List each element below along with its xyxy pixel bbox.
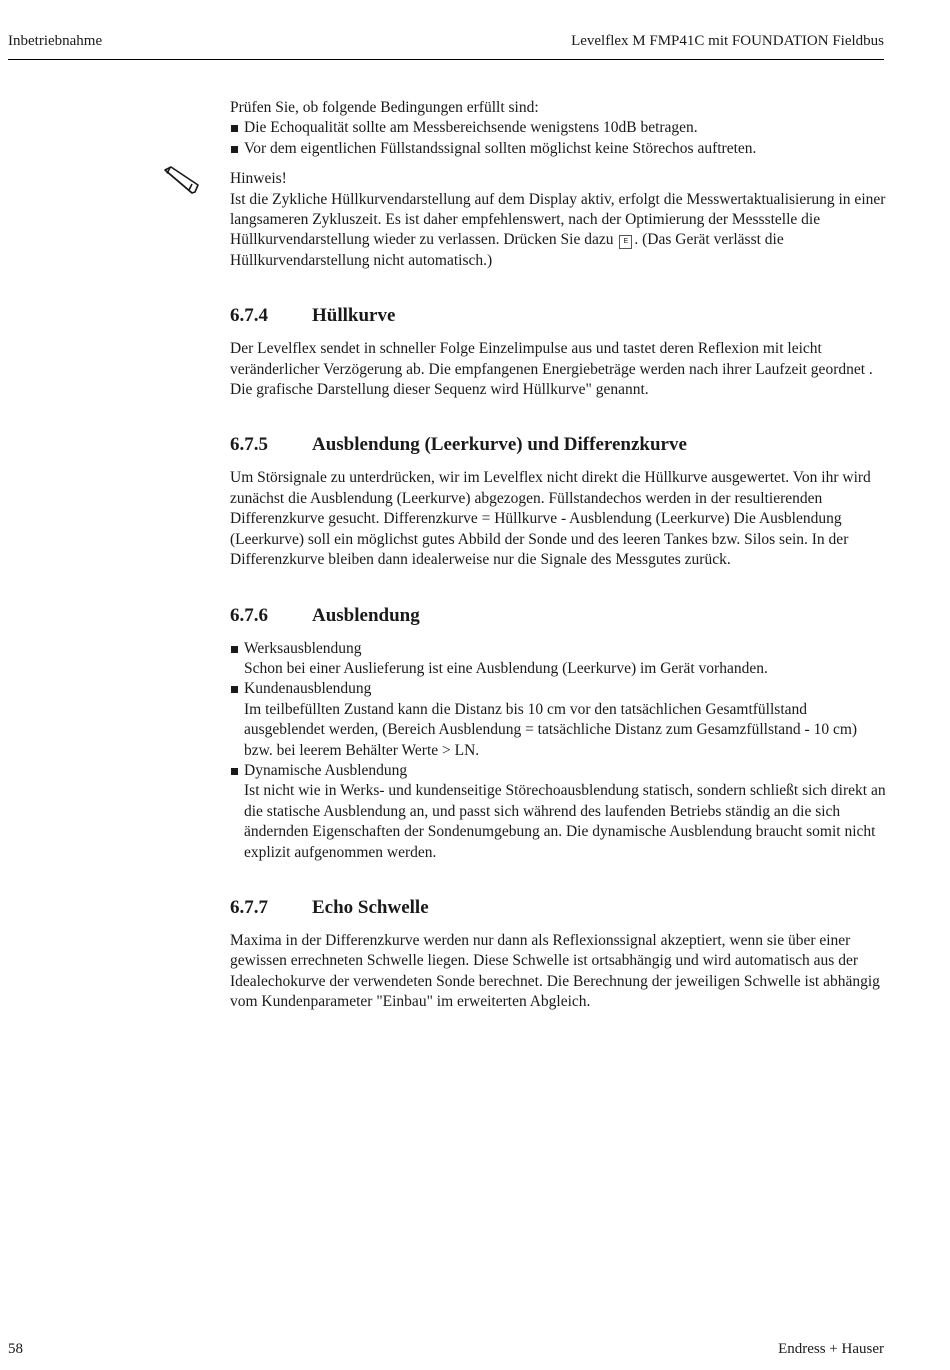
bullet-square-icon <box>231 125 238 132</box>
header-product: Levelflex M FMP41C mit FOUNDATION Fieldbus <box>571 33 884 49</box>
section-list <box>230 639 886 863</box>
list-item <box>230 679 886 761</box>
section-number: 6.7.4 <box>230 305 268 327</box>
section-text: Der Levelflex sendet in schneller Folge Einzelimpulse aus und tastet deren Reflexion mit leicht veränderlicher Verzögerung ab. Die empfangenen Energiebeträge werden nach ihrer Laufzeit geordnet . Die grafische Darstellung dieser Sequenz wird Hüllkurve" genannt. <box>230 340 873 399</box>
section-text: Maxima in der Differenzkurve werden nur dann als Reflexionssignal akzeptiert, wenn sie über einer gewissen errechneten Schwelle liegen. Diese Schwelle ist ortsabhängig und wird automatisch aus der Idealechokurve der verwendeten Sonde berechnet. Die Berechnung der jeweiligen Schwelle ist abhängig vom Kundenparameter "Einbau" im erweiterten Abgleich. <box>230 931 880 1011</box>
section-number: 6.7.6 <box>230 604 268 626</box>
list-item-text: Vor dem eigentlichen Füllstandssignal sollten möglichst keine Störechos auftreten. <box>244 139 757 157</box>
bullet-square-icon <box>231 686 238 693</box>
section-number: 6.7.5 <box>230 434 268 456</box>
section-heading <box>230 304 886 328</box>
footer-brand: Endress + Hauser <box>778 1341 884 1357</box>
header-chapter: Inbetriebnahme <box>8 33 103 49</box>
note-block <box>230 169 886 271</box>
bullet-square-icon <box>231 768 238 775</box>
list-item-title: Dynamische Ausblendung <box>244 761 408 779</box>
bullet-square-icon <box>231 146 238 153</box>
page-number: 58 <box>8 1341 23 1357</box>
list-item-title: Werksausblendung <box>244 639 362 657</box>
section-title: Echo Schwelle <box>312 896 429 918</box>
section-heading <box>230 896 886 920</box>
list-item-text: Die Echoqualität sollte am Messbereichsende wenigstens 10dB betragen. <box>244 119 698 137</box>
list-item-text: Im teilbefüllten Zustand kann die Distanz bis 10 cm vor den tatsächlichen Gesamtfüllstand ausgeblendet werden, (Bereich Ausblendung = tatsächliche Distanz zum Gesamzfüllstand - 10 cm) bzw. bei leerem Behälter Werte > LN. <box>244 700 858 759</box>
list-item <box>230 761 886 863</box>
list-item <box>230 118 886 138</box>
intro-list <box>230 118 886 159</box>
list-item-text: Schon bei einer Auslieferung ist eine Ausblendung (Leerkurve) im Gerät vorhanden. <box>244 659 768 677</box>
list-item-title: Kundenausblendung <box>244 680 372 698</box>
list-item <box>230 139 886 159</box>
list-item <box>230 639 886 680</box>
list-item-text: Ist nicht wie in Werks- und kundenseitige Störechoausblendung statisch, sondern schließt sich direkt an die statische Ausblendung an, und passt sich während des laufenden Betriebs ständig an die sich ändernden Eigenschaften der Sondenumgebung an. Die dynamische Ausblendung braucht somit nicht explizit aufgenommen werden. <box>244 782 886 861</box>
pencil-icon <box>162 165 202 195</box>
section-heading <box>230 604 886 628</box>
header-rule <box>8 59 884 60</box>
bullet-square-icon <box>231 646 238 653</box>
page-content <box>230 98 886 1013</box>
note-text: Ist die Zykliche Hüllkurvendarstellung auf dem Display aktiv, erfolgt die Messwertaktualisierung in einer langsameren Zykluszeit. Es ist daher empfehlenswert, nach der Optimierung der Messstelle die Hüllkurvendarstellung wieder zu verlassen. Drücken Sie dazu E . (Das Gerät verlässt die Hüllkurvendarstellung nicht automatisch.) <box>230 190 886 269</box>
note-title: Hinweis! <box>230 170 287 188</box>
section-title: Ausblendung <box>312 604 420 626</box>
e-key-icon: E <box>619 235 632 249</box>
intro-text: Prüfen Sie, ob folgende Bedingungen erfüllt sind: <box>230 99 539 116</box>
section-title: Hüllkurve <box>312 305 396 327</box>
section-heading <box>230 433 886 457</box>
section-number: 6.7.7 <box>230 896 268 918</box>
section-text: Um Störsignale zu unterdrücken, wir im Levelflex nicht direkt die Hüllkurve ausgewertet. Von ihr wird zunächst die Ausblendung (Leerkurve) abgezogen. Füllstandechos werden in der resultierenden Differenzkurve gesucht. Differenzkurve = Hüllkurve - Ausblendung (Leerkurve) Die Ausblendung (Leerkurve) soll ein möglichst gutes Abbild der Sonde und des leeren Tankes bzw. Silos sein. In der Differenzkurve bleiben dann idealerweise nur die Signale des Messgutes zurück. <box>230 469 871 569</box>
section-title: Ausblendung (Leerkurve) und Differenzkurve <box>312 434 687 456</box>
